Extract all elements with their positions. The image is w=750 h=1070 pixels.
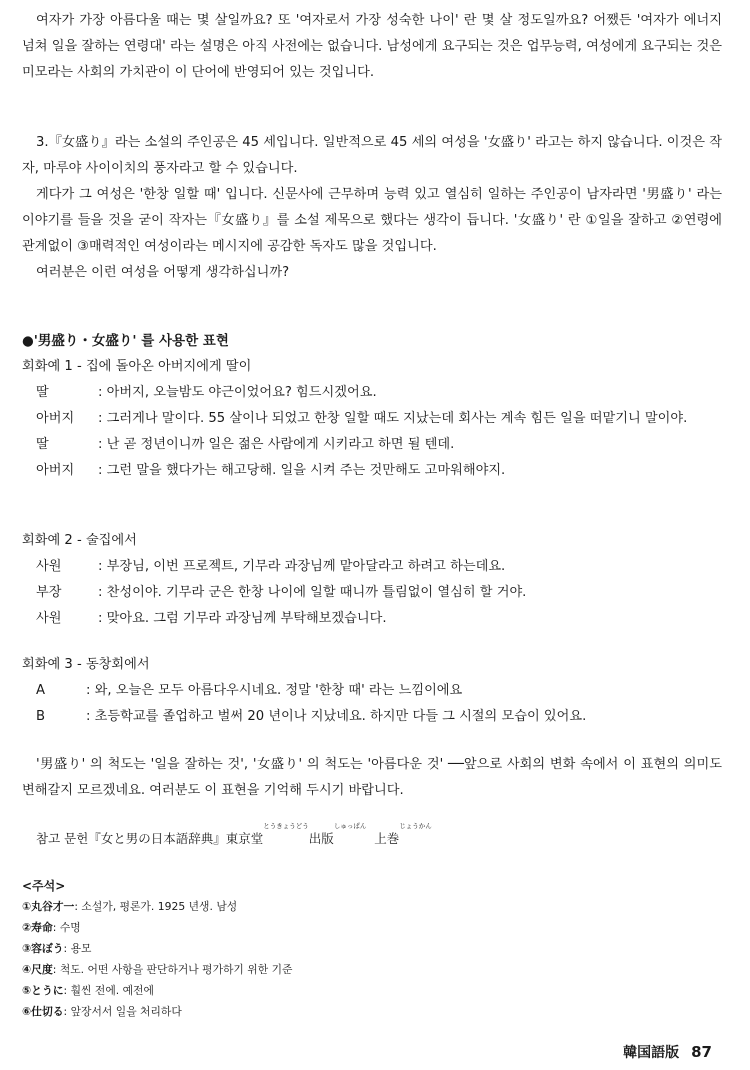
reference-prefix: 참고 문헌『女と男の日本語辞典』 bbox=[36, 831, 226, 846]
section-3 bbox=[22, 130, 722, 286]
note-desc: : 앞장서서 일을 처리하다 bbox=[63, 1005, 182, 1018]
note-item bbox=[22, 980, 722, 1001]
conversation-3-title: 회화예 3 - 동창회에서 bbox=[22, 657, 150, 672]
section3-paragraph-1: 3.『女盛り』라는 소설의 주인공은 45 세입니다. 일반적으로 45 세의 여성을 '女盛り' 라고는 하지 않습니다. 이것은 작자, 마루야 사이이치의 풍자라고 할 수 있습니다. bbox=[22, 135, 722, 176]
note-term: ①丸谷才一 bbox=[22, 900, 75, 913]
dialogue-text: : 맞아요. 그럼 기무라 과장님께 부탁해보겠습니다. bbox=[98, 611, 387, 626]
dialogue-line bbox=[22, 554, 722, 580]
note-term: ②寿命 bbox=[22, 921, 53, 934]
dialogue-line bbox=[22, 678, 722, 704]
note-term: ④尺度 bbox=[22, 963, 53, 976]
note-desc: : 훨씬 전에. 예전에 bbox=[63, 984, 154, 997]
dialogue-text: : 부장님, 이번 프로젝트, 기무라 과장님께 맡아달라고 하려고 하는데요. bbox=[98, 559, 506, 574]
dialogue-text: : 아버지, 오늘밤도 야근이었어요? 힘드시겠어요. bbox=[98, 385, 377, 400]
dialogue-text: : 초등학교를 졸업하고 벌써 20 년이나 지났네요. 하지만 다들 그 시절의 모습이 있어요. bbox=[86, 709, 587, 724]
intro-section bbox=[22, 8, 722, 86]
dialogue-text: : 그런 말을 했다가는 해고당해. 일을 시켜 주는 것만해도 고마워해야지. bbox=[98, 463, 506, 478]
note-item bbox=[22, 959, 722, 980]
page-number: 87 bbox=[691, 1043, 712, 1061]
reference-publisher: 東京堂とうきょうどう bbox=[225, 822, 309, 846]
conversation-2-section bbox=[22, 528, 722, 632]
note-desc: : 수명 bbox=[52, 921, 81, 934]
speaker-label: 딸 bbox=[36, 437, 49, 452]
reference-volume: 上巻じょうかん bbox=[374, 822, 432, 846]
intro-paragraph: 여자가 가장 아름다울 때는 몇 살일까요? 또 '여자로서 가장 성숙한 나이' 란 몇 살 정도일까요? 어쨌든 '여자가 에너지 넘쳐 일을 잘하는 연령대' 라는 설명은 아직 사전에는 없습니다. 남성에게 요구되는 것은 업무능력, 여성에게 요구되는 것은 미모라는 사회의 가치관이 이 단어에 반영되어 있는 것입니다. bbox=[22, 13, 722, 80]
conversation-1 bbox=[22, 380, 722, 484]
note-item bbox=[22, 938, 722, 959]
note-desc: : 소설가, 평론가. 1925 년생. 남성 bbox=[74, 900, 238, 913]
dialogue-line bbox=[22, 458, 722, 484]
dialogue-text: : 찬성이야. 기무라 군은 한창 나이에 일할 때니까 틀림없이 열심히 할 거야. bbox=[98, 585, 527, 600]
dialogue-text: : 난 곧 정년이니까 일은 젊은 사람에게 시키라고 하면 될 텐데. bbox=[98, 437, 455, 452]
dialogue-line bbox=[22, 406, 722, 432]
dialogue-text: : 그러게나 말이다. 55 살이나 되었고 한창 일할 때도 지났는데 회사는 계속 힘든 일을 떠맡기니 말이야. bbox=[98, 411, 688, 426]
note-term: ⑤とうに bbox=[22, 984, 64, 997]
conversation-1-title: 회화예 1 - 집에 돌아온 아버지에게 딸이 bbox=[22, 359, 252, 374]
closing-paragraph: '男盛り' 의 척도는 '일을 잘하는 것', '女盛り' 의 척도는 '아름다운 것' ──앞으로 사회의 변화 속에서 이 표현의 의미도 변해갈지 모르겠네요. 여러분도 이 표현을 기억해 두시기 바랍니다. bbox=[22, 757, 722, 798]
dialogue-line bbox=[22, 606, 722, 632]
dialogue-line bbox=[22, 704, 722, 730]
reference-section bbox=[22, 822, 722, 849]
speaker-label: 사원 bbox=[36, 611, 62, 626]
note-item bbox=[22, 917, 722, 938]
speaker-label: A bbox=[36, 683, 46, 698]
note-desc: : 척도. 어떤 사항을 판단하거나 평가하기 위한 기준 bbox=[52, 963, 293, 976]
section3-paragraph-3: 여러분은 이런 여성을 어떻게 생각하십니까? bbox=[36, 265, 290, 280]
note-item bbox=[22, 896, 722, 917]
notes-header: <주석> bbox=[22, 879, 66, 893]
edition-label: 韓国語版 bbox=[623, 1045, 680, 1061]
dialogue-line bbox=[22, 432, 722, 458]
section3-paragraph-2: 게다가 그 여성은 '한창 일할 때' 입니다. 신문사에 근무하며 능력 있고 열심히 일하는 주인공이 남자라면 '男盛り' 라는 이야기를 들을 것을 굳이 작자는『女盛り』를 소설 제목으로 했다는 생각이 듭니다. '女盛り' 란 ①일을 잘하고 ②연령에 관계없이 ③매력적인 여성이라는 메시지에 공감한 독자도 많을 것입니다. bbox=[22, 187, 722, 254]
speaker-label: 사원 bbox=[36, 559, 62, 574]
reference-publishing: 出版しゅっぱん bbox=[308, 822, 367, 846]
closing-section bbox=[22, 752, 722, 804]
dialogue-line bbox=[22, 580, 722, 606]
notes-section bbox=[22, 876, 722, 1022]
note-term: ⑥仕切る bbox=[22, 1005, 64, 1018]
speaker-label: 부장 bbox=[36, 585, 62, 600]
speaker-label: B bbox=[36, 709, 46, 724]
note-desc: : 용모 bbox=[63, 942, 92, 955]
speaker-label: 아버지 bbox=[36, 463, 75, 478]
conversation-3-section bbox=[22, 652, 722, 730]
dialogue-text: : 와, 오늘은 모두 아름다우시네요. 정말 '한창 때' 라는 느낌이에요 bbox=[86, 683, 463, 698]
note-term: ③容ぼう bbox=[22, 942, 64, 955]
note-item bbox=[22, 1001, 722, 1022]
speaker-label: 아버지 bbox=[36, 411, 75, 426]
conversation-2-title: 회화예 2 - 술집에서 bbox=[22, 533, 137, 548]
reference-line bbox=[22, 822, 722, 849]
expressions-header: ●'男盛り・女盛り' 를 사용한 표현 bbox=[22, 333, 229, 349]
dialogue-line bbox=[22, 380, 722, 406]
expressions-section bbox=[22, 328, 722, 484]
speaker-label: 딸 bbox=[36, 385, 49, 400]
page-footer bbox=[623, 1042, 712, 1062]
